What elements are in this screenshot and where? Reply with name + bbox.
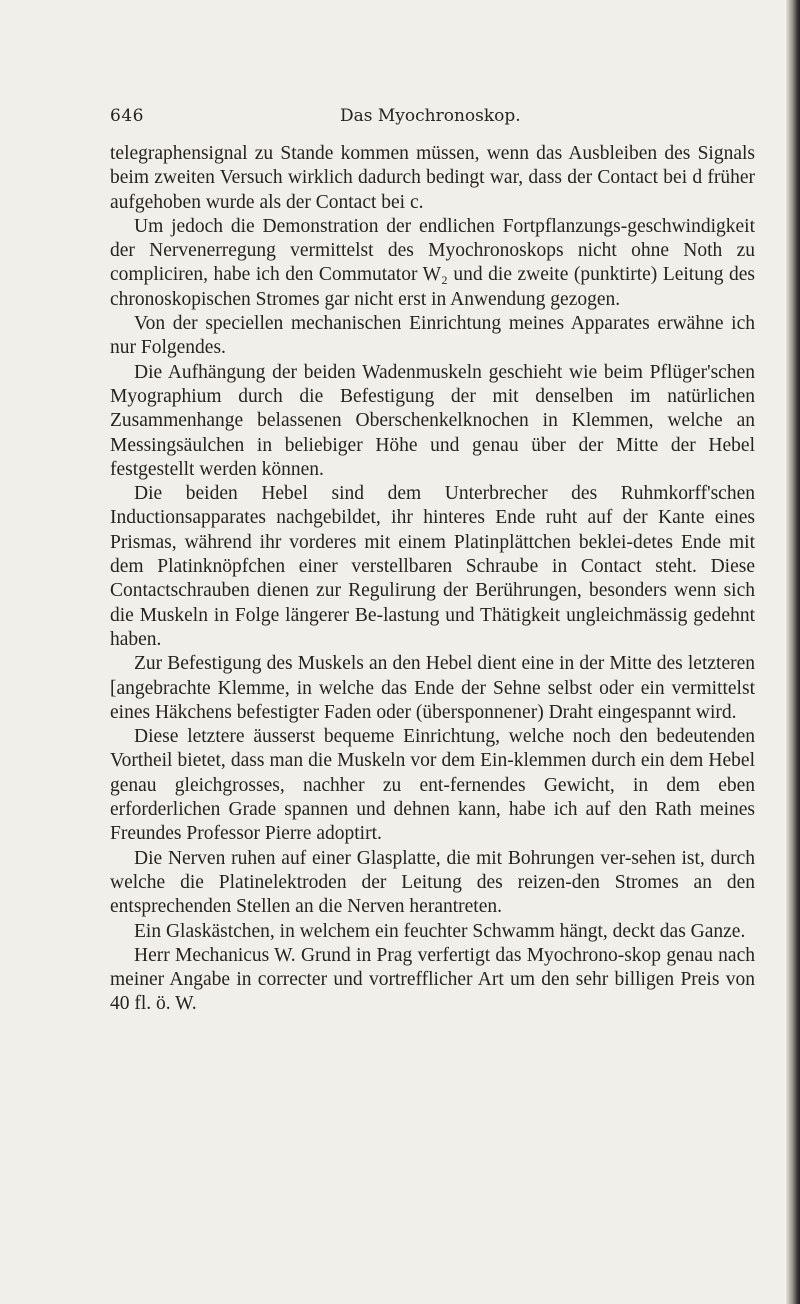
paragraph-5: Die beiden Hebel sind dem Unterbrecher des Ruhmkorff'schen Inductionsapparates nachgebildet, ihr hinteres Ende ruht auf der Kante eines Prismas, während ihr vorderes mit einem Platinplättchen beklei-detes Ende mit dem Platinknöpfchen einer verstellbaren Schraube in Contact steht. Diese Contactschrauben dienen zur Regulirung der Berührungen, besonders wenn sich die Muskeln in Folge längerer Be-lastung und Thätigkeit ungleichmässig gedehnt haben. <box>110 483 755 650</box>
paragraph-9: Ein Glaskästchen, in welchem ein feuchter Schwamm hängt, deckt das Ganze. <box>134 920 746 942</box>
page-edge-shadow <box>786 0 800 1304</box>
paragraph-2: Um jedoch die Demonstration der endlichen Fortpflanzungs-geschwindigkeit der Nervenerregung vermittelst des Myochronoskops nicht ohne Noth zu compliciren, habe ich den Commutator W₂ und die zweite (punktirte) Leitung des chronoskopischen Stromes gar nicht erst in Anwendung gezogen. <box>110 215 755 310</box>
running-header <box>110 106 710 136</box>
paragraph-8: Die Nerven ruhen auf einer Glasplatte, die mit Bohrungen ver-sehen ist, durch welche die Platinelektroden der Leitung des reizen-den Stromes an den entsprechenden Stellen an die Nerven herantreten. <box>110 847 755 918</box>
paragraph-4: Die Aufhängung der beiden Wadenmuskeln geschieht wie beim Pflüger'schen Myographium durch die Befestigung der mit denselben im natürlichen Zusammenhange belassenen Oberschenkelknochen in Klemmen, welche an Messingsäulchen in beliebiger Höhe und genau über der Mitte der Hebel festgestellt werden können. <box>110 361 755 480</box>
body-text <box>110 142 755 1017</box>
page-number: 646 <box>110 106 144 126</box>
paragraph-6: Zur Befestigung des Muskels an den Hebel dient eine in der Mitte des letzteren [angebrachte Klemme, in welche das Ende der Sehne selbst oder ein vermittelst eines Häkchens befestigter Faden oder (übersponnener) Draht eingespannt wird. <box>110 653 755 723</box>
running-title: Das Myochronoskop. <box>340 106 521 126</box>
paragraph-3: Von der speciellen mechanischen Einrichtung meines Apparates erwähne ich nur Folgendes. <box>110 313 755 359</box>
paragraph-10: Herr Mechanicus W. Grund in Prag verfertigt das Myochrono-skop genau nach meiner Angabe in correcter und vortrefflicher Art um den sehr billigen Preis von 40 fl. ö. W. <box>110 944 755 1015</box>
paragraph-1: telegraphensignal zu Stande kommen müssen, wenn das Ausbleiben des Signals beim zweiten Versuch wirklich dadurch bedingt war, dass der Contact bei d früher aufgehoben wurde als der Contact bei c. <box>110 143 755 213</box>
paragraph-7: Diese letztere äusserst bequeme Einrichtung, welche noch den bedeutenden Vortheil bietet, dass man die Muskeln vor dem Ein-klemmen durch ein dem Hebel genau gleichgrosses, nachher zu ent-fernendes Gewicht, in dem eben erforderlichen Grade spannen und dehnen kann, habe ich auf den Rath meines Freundes Professor Pierre adoptirt. <box>110 726 755 845</box>
